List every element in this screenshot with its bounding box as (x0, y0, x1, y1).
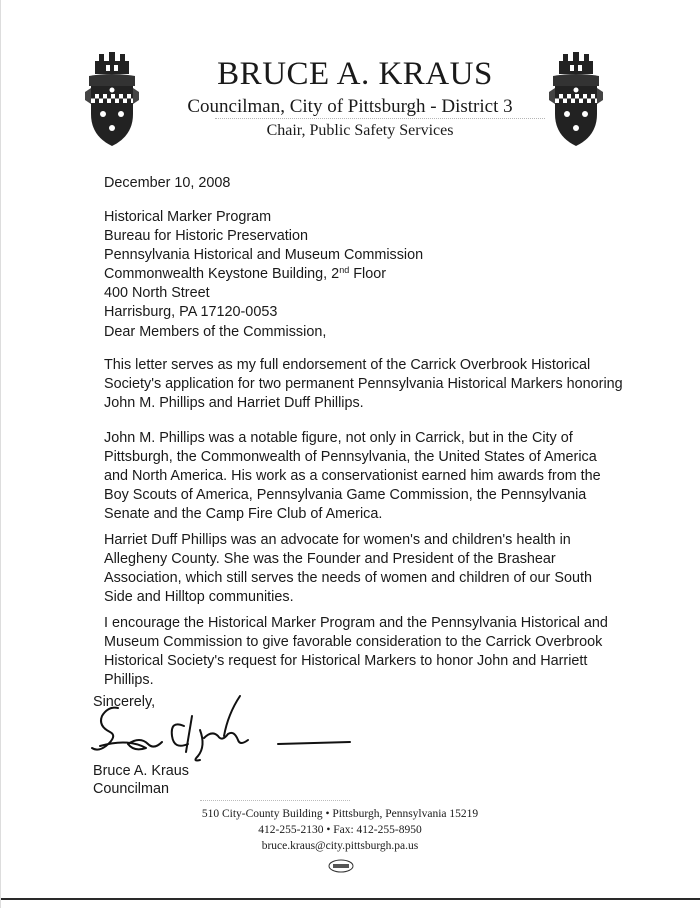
letter-date: December 10, 2008 (104, 175, 231, 191)
recipient-line: 400 North Street (104, 285, 210, 301)
recipient-line-floor: Floor (349, 266, 386, 282)
body-paragraph: John M. Phillips was a notable figure, not only in Carrick, but in the City of Pittsburgh, the Commonwealth of Pennsylvania, the United States of America and North America. His work as a conservationist earned him awards from the Boy Scouts of America, Pennsylvania Game Commission, the Pennsylvania Senate and the Camp Fire Club of America. (104, 430, 601, 522)
footer-phone: 412-255-2130 • Fax: 412-255-8950 (258, 824, 422, 836)
footer-divider (200, 800, 350, 801)
closing: Sincerely, (93, 694, 156, 710)
salutation: Dear Members of the Commission, (104, 324, 327, 340)
handwritten-signature-icon (88, 686, 358, 766)
footer-address: 510 City-County Building • Pittsburgh, Pennsylvania 15219 (201, 808, 479, 820)
body-paragraph: I encourage the Historical Marker Program and the Pennsylvania Historical and Museum Commission to give favorable consideration to the Carrick Overbrook Historical Society's request for Historical Markers to honor John and Harriett Phillips. (104, 615, 608, 688)
body-paragraph: Harriet Duff Phillips was an advocate for women's and children's health in Allegheny County. She was the Founder and President of the Brashear Association, which still serves the needs of women and children of our South Side and Hilltop communities. (104, 532, 592, 605)
body-paragraph: This letter serves as my full endorsement of the Carrick Overbrook Historical Society's application for two permanent Pennsylvania Historical Markers honoring John M. Phillips and Harriet Duff Phillips. (104, 357, 623, 411)
signer-name: Bruce A. Kraus (93, 763, 189, 779)
signer-title: Councilman (93, 781, 169, 797)
recipient-line-building: Commonwealth Keystone Building, 2 (104, 266, 340, 282)
recipient-line: Historical Marker Program (104, 209, 272, 225)
pittsburgh-seal-left-icon (85, 52, 139, 148)
letterhead-subtitle: Chair, Public Safety Services (266, 122, 454, 139)
letterhead-divider (215, 118, 545, 119)
letterhead-name: BRUCE A. KRAUS (217, 56, 493, 92)
letterhead-title: Councilman, City of Pittsburgh - District 3 (187, 96, 513, 117)
recipient-line (104, 265, 624, 284)
recipient-line: Harrisburg, PA 17120-0053 (104, 304, 278, 320)
footer-email: bruce.kraus@city.pittsburgh.pa.us (261, 840, 419, 852)
union-bug-icon (328, 859, 354, 873)
scan-edge-line (0, 898, 700, 900)
scan-edge-left (0, 0, 1, 908)
ordinal-suffix: nd (339, 265, 350, 275)
recipient-line: Pennsylvania Historical and Museum Commission (104, 247, 424, 263)
recipient-address (104, 208, 624, 322)
recipient-line: Bureau for Historic Preservation (104, 228, 308, 244)
